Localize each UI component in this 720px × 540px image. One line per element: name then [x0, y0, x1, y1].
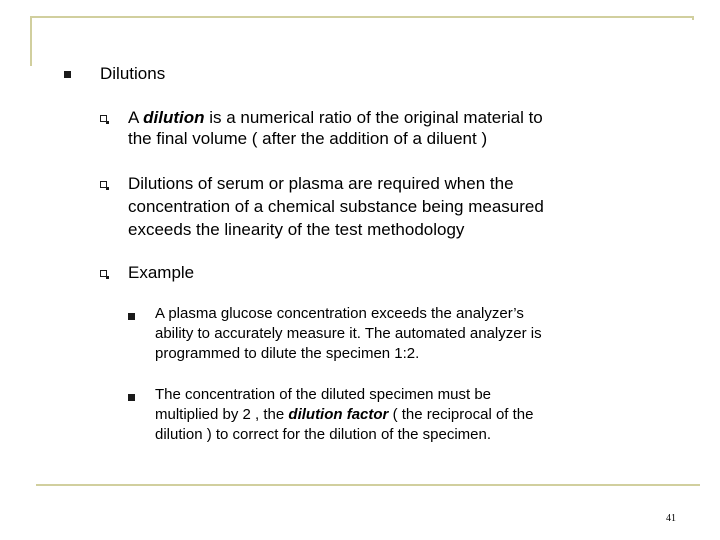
example-1-line-2: ability to accurately measure it. The automated analyzer is [155, 325, 542, 342]
slide-heading: Dilutions [100, 64, 166, 83]
point-1-emphasis: dilution [143, 108, 205, 127]
point-2-line-3: exceeds the linearity of the test methodology [128, 220, 465, 239]
bullet-square-icon [128, 313, 135, 320]
frame-bottom-rule [36, 484, 700, 486]
point-1-after: is a numerical ratio of the original material to [204, 108, 543, 127]
example-1-line-3: programmed to dilute the specimen 1:2. [155, 345, 420, 362]
frame-top-rule [30, 16, 694, 18]
point-1-line-2: the final volume ( after the addition of a diluent ) [128, 129, 488, 148]
point-2-line-1: Dilutions of serum or plasma are required when the [128, 174, 514, 193]
bullet-square-icon [64, 71, 71, 78]
example-2-before: multiplied by 2 , the [155, 406, 289, 423]
example-2-line-2 [155, 406, 533, 424]
bullet-box-icon [100, 115, 107, 122]
bullet-box-icon [100, 181, 107, 188]
bullet-square-icon [128, 394, 135, 401]
frame-left-rule [30, 16, 32, 66]
example-2-line-1: The concentration of the diluted specimen must be [155, 386, 492, 403]
example-2-line-3: dilution ) to correct for the dilution of the specimen. [155, 426, 492, 443]
page-number: 41 [666, 513, 676, 524]
example-2-after: ( the reciprocal of the [388, 406, 534, 423]
frame-right-tick [692, 16, 694, 20]
point-3-line-1: Example [128, 263, 195, 282]
point-1-line-1 [128, 107, 543, 128]
point-2-line-2: concentration of a chemical substance being measured [128, 197, 544, 216]
example-2-emphasis: dilution factor [288, 406, 389, 423]
point-1-before: A [128, 108, 144, 127]
bullet-box-icon [100, 270, 107, 277]
example-1-line-1: A plasma glucose concentration exceeds the analyzer’s [155, 305, 524, 322]
